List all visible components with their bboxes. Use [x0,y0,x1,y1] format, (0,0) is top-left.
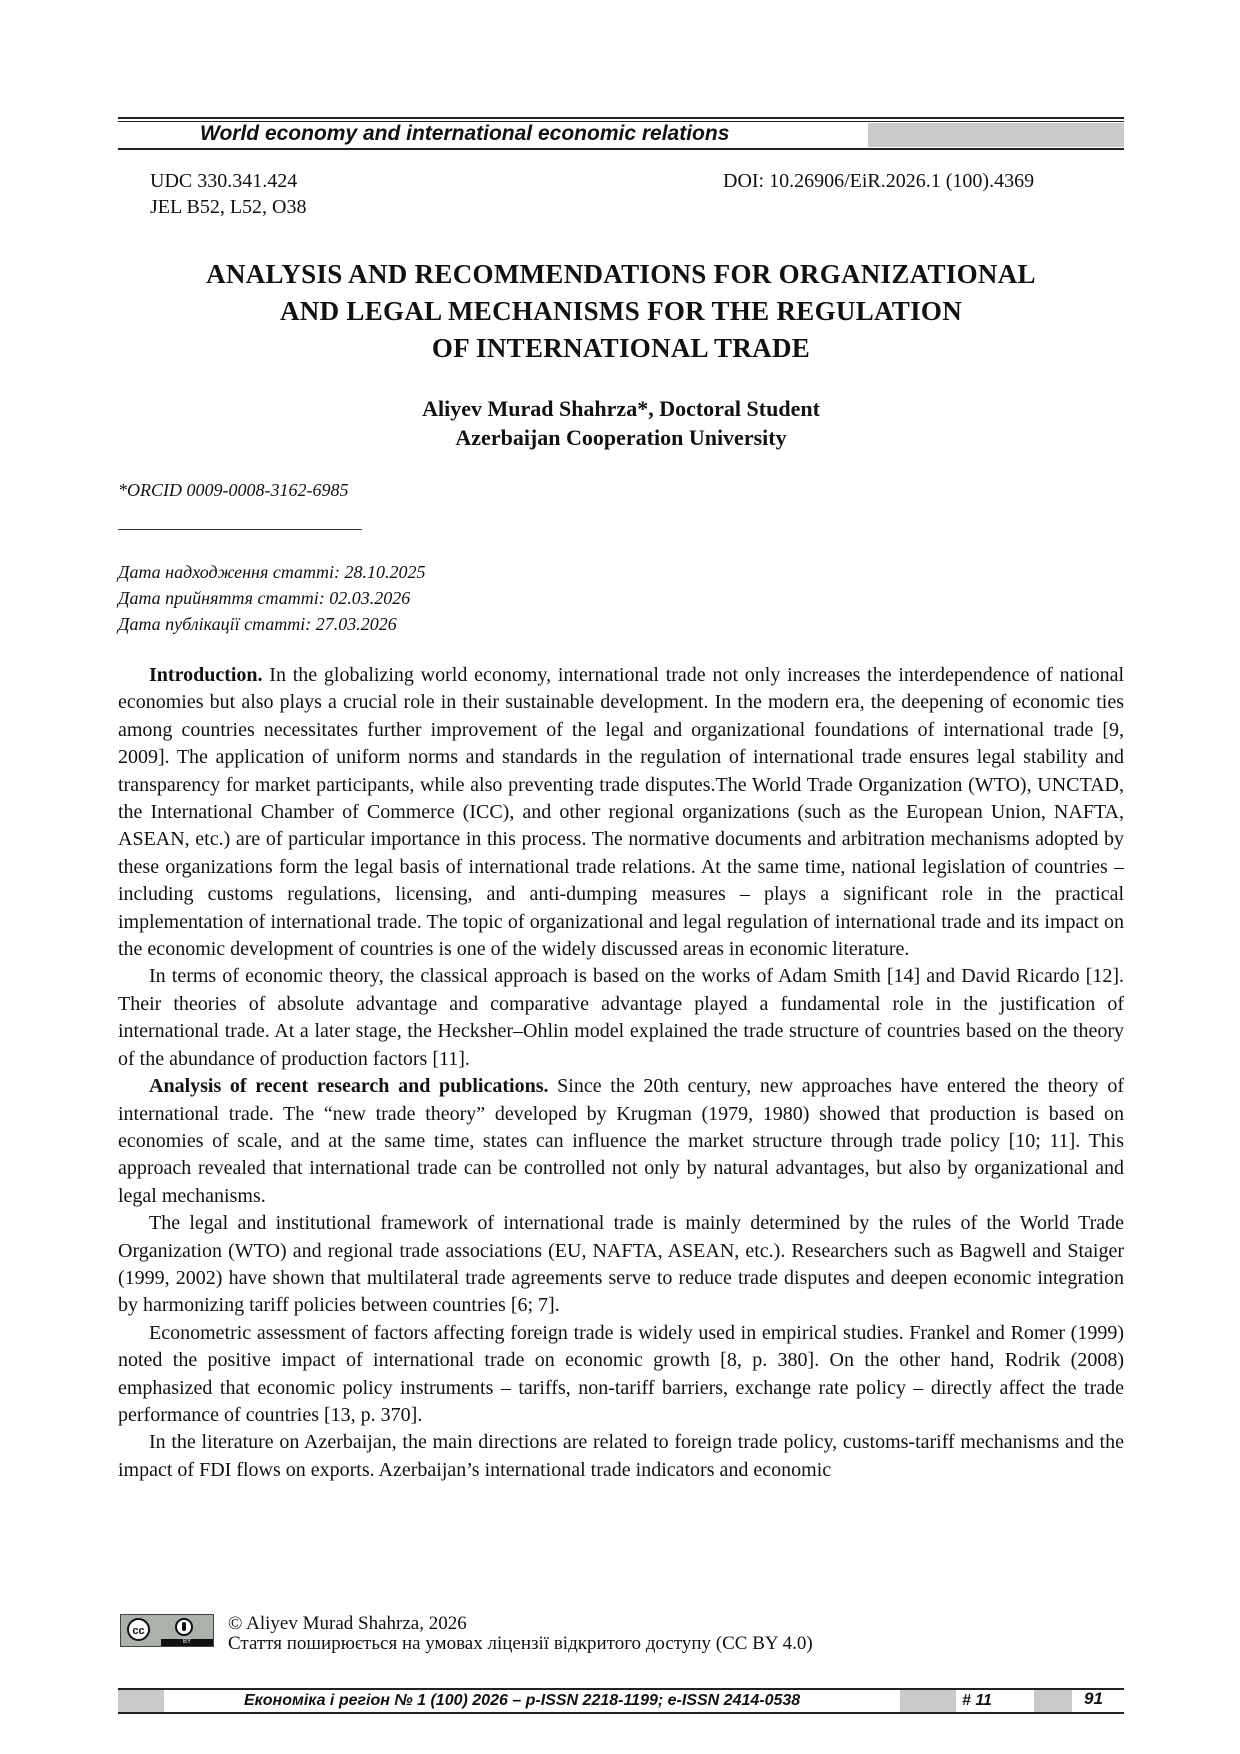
author-affiliation: Azerbaijan Cooperation University [455,425,787,450]
udc-code: UDC 330.341.424 [150,170,298,192]
author-block [118,394,1124,452]
paragraph-azerbaijan: In the literature on Azerbaijan, the main directions are related to foreign trade policy, customs-tariff mechanisms and the impact of FDI flows on exports. Azerbaijan’s international trade indicators and economic [118,1431,1124,1481]
license-text: Стаття поширюється на умовах ліцензії відкритого доступу (CC BY 4.0) [228,1633,813,1654]
article-title-line-1: ANALYSIS AND RECOMMENDATIONS FOR ORGANIZATIONAL [206,259,1036,289]
footnote-separator [118,529,362,530]
paragraph-econometric: Econometric assessment of factors affecting foreign trade is widely used in empirical studies. Frankel and Romer (1999) noted the positive impact of international trade on economic growth [8, p. 380]. On the other hand, Rodrik (2008) emphasized that economic policy instruments – tariffs, non-tariff barriers, exchange rate policy – directly affect the trade performance of countries [13, p. 370]. [118,1321,1124,1426]
attribution-person-icon [175,1618,193,1636]
date-published: Дата публікації статті: 27.03.2026 [118,614,397,634]
article-title [118,256,1124,367]
header-rule-top [118,117,1124,119]
introduction-heading: Introduction. [149,664,263,686]
analysis-text: Since the 20th century, new approaches have entered the theory of international trade. The “new trade theory” developed by Krugman (1979, 1980) showed that production is based on economies of scale, and at the same time, states can influence the market structure through trade policy [10; 11]. This approach revealed that international trade can be controlled not only by natural advantages, but also by organizational and legal mechanisms. [118,1075,1124,1207]
author-name: Aliyev Murad Shahrza*, Doctoral Student [422,396,820,421]
article-dates [118,559,426,637]
doi: DOI: 10.26906/EiR.2026.1 (100).4369 [723,170,1035,192]
article-body [118,662,1124,1484]
footer-grey-block-left [118,1690,164,1712]
page-number: 91 [1084,1689,1103,1708]
copyright-notice: © Aliyev Murad Shahrza, 2026 [228,1613,467,1634]
footer-rule-bottom [118,1712,1124,1714]
date-received: Дата надходження статті: 28.10.2025 [118,562,426,582]
by-label: BY [161,1639,213,1646]
header-grey-block [868,123,1124,147]
footer-grey-block-right [1034,1690,1072,1712]
introduction-text: In the globalizing world economy, international trade not only increases the interdependence of national economies but also plays a crucial role in their sustainable development. In the modern era, the deepening of economic ties among countries necessitates further improvement of the legal and organizational foundations of international trade [9, 2009]. The application of uniform norms and standards in the regulation of international trade ensures legal stability and transparency for market participants, while also preventing trade disputes.The World Trade Organization (WTO), UNCTAD, the International Chamber of Commerce (ICC), and other regional organizations (such as the European Union, NAFTA, ASEAN, etc.) are of particular importance in this process. The normative documents and arbitration mechanisms adopted by these organizations form the legal basis of international trade relations. At the same time, national legislation of countries – including customs regulations, licensing, and anti-dumping measures – plays a significant role in the practical implementation of international trade. The topic of organizational and legal regulation of international trade and its impact on the economic development of countries is one of the widely discussed areas in economic literature. [118,664,1124,961]
cc-by-license-icon [120,1614,214,1647]
paragraph-economic-theory: In terms of economic theory, the classical approach is based on the works of Adam Smith [14] and David Ricardo [12]. Their theories of absolute advantage and comparative advantage played a fundamental role in the justification of international trade. At a later stage, the Hecksher–Ohlin model explained the trade structure of countries based on the theory of the abundance of production factors [11]. [118,965,1124,1070]
analysis-heading: Analysis of recent research and publications. [149,1075,549,1098]
header-rule-bottom [118,148,1124,150]
article-title-line-2: AND LEGAL MECHANISMS FOR THE REGULATION [279,296,963,326]
footer-grey-block-middle [900,1690,956,1712]
cc-icon: cc [127,1618,150,1641]
paragraph-legal-framework: The legal and institutional framework of international trade is mainly determined by the rules of the World Trade Organization (WTO) and regional trade associations (EU, NAFTA, ASEAN, etc.). Researchers such as Bagwell and Staiger (1999, 2002) have shown that multilateral trade agreements serve to reduce trade disputes and deepen economic integration by harmonizing tariff policies between countries [6; 7]. [118,1212,1124,1317]
article-title-line-3: OF INTERNATIONAL TRADE [431,333,811,363]
section-title: World economy and international economic relations [200,122,730,145]
jel-code: JEL B52, L52, O38 [150,196,307,218]
date-accepted: Дата прийняття статті: 02.03.2026 [118,588,411,608]
footer-journal-info: Економіка і регіон № 1 (100) 2026 – p-ISSN 2218-1199; e-ISSN 2414-0538 [244,1692,801,1709]
orcid: *ORCID 0009-0008-3162-6985 [118,480,349,500]
paragraph-analysis [118,1073,1124,1210]
paragraph-introduction [118,662,1124,963]
footer-issue-number: # 11 [962,1692,992,1709]
